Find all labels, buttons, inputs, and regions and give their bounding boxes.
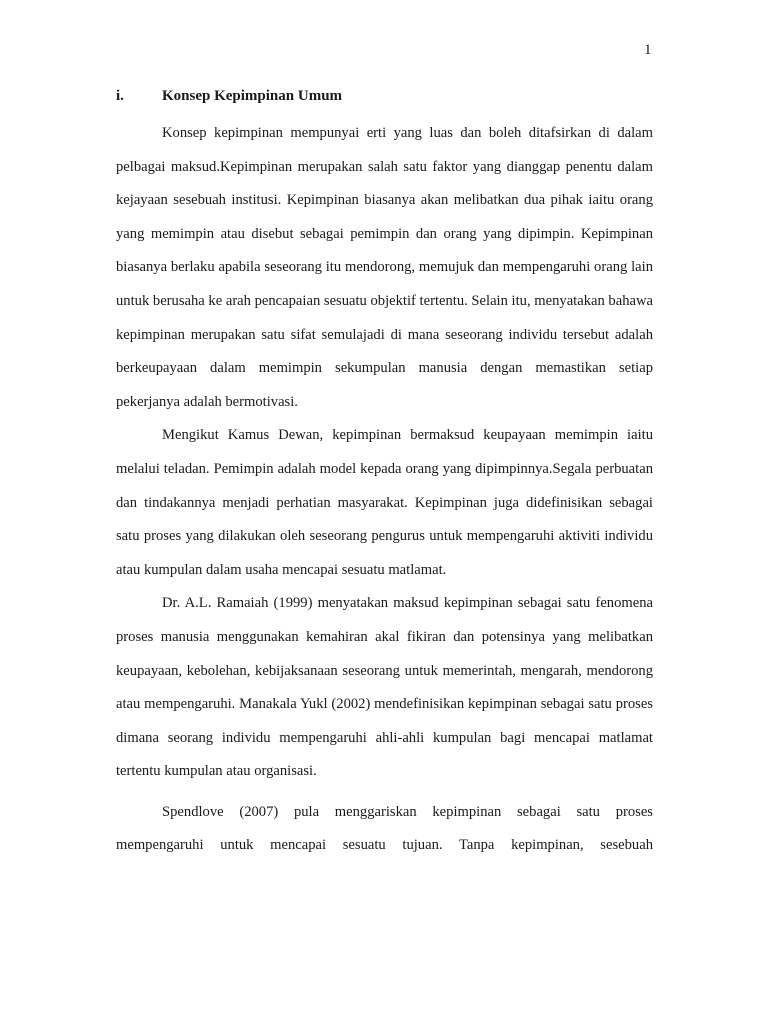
section-number: i.: [116, 88, 124, 104]
body-text: [116, 117, 653, 863]
paragraph: Konsep kepimpinan mempunyai erti yang luas dan boleh ditafsirkan di dalam pelbagai maksud.Kepimpinan merupakan salah satu faktor yang dianggap penentu dalam kejayaan sesebuah institusi. Kepimpinan biasanya akan melibatkan dua pihak iaitu orang yang memimpin atau disebut sebagai pemimpin dan orang yang dipimpin. Kepimpinan biasanya berlaku apabila seseorang itu mendorong, memujuk dan mempengaruhi orang lain untuk berusaha ke arah pencapaian sesuatu objektif tertentu. Selain itu, menyatakan bahawa kepimpinan merupakan satu sifat semulajadi di mana seseorang individu tersebut adalah berkeupayaan dalam memimpin sekumpulan manusia dengan memastikan setiap pekerjanya adalah bermotivasi.: [116, 125, 653, 410]
section-title: Konsep Kepimpinan Umum: [162, 88, 343, 104]
paragraph: Mengikut Kamus Dewan, kepimpinan bermaksud keupayaan memimpin iaitu melalui teladan. Pemimpin adalah model kepada orang yang dipimpinnya.Segala perbuatan dan tindakannya menjadi perhatian masyarakat. Kepimpinan juga didefinisikan sebagai satu proses yang dilakukan oleh seseorang pengurus untuk mempengaruhi aktiviti individu atau kumpulan dalam usaha mencapai sesuatu matlamat.: [116, 427, 653, 578]
paragraph: Spendlove (2007) pula menggariskan kepimpinan sebagai satu proses mempengaruhi untuk mencapai sesuatu tujuan. Tanpa kepimpinan, sesebuah: [116, 803, 653, 854]
paragraph: Dr. A.L. Ramaiah (1999) menyatakan maksud kepimpinan sebagai satu fenomena proses manusia menggunakan kemahiran akal fikiran dan potensinya yang melibatkan keupayaan, kebolehan, kebijaksanaan seseorang untuk memerintah, mengarah, mendorong atau mempengaruhi. Manakala Yukl (2002) mendefinisikan kepimpinan sebagai satu proses dimana seorang individu mempengaruhi ahli-ahli kumpulan bagi mencapai matlamat tertentu kumpulan atau organisasi.: [116, 595, 653, 780]
page-number: 1: [644, 42, 652, 58]
